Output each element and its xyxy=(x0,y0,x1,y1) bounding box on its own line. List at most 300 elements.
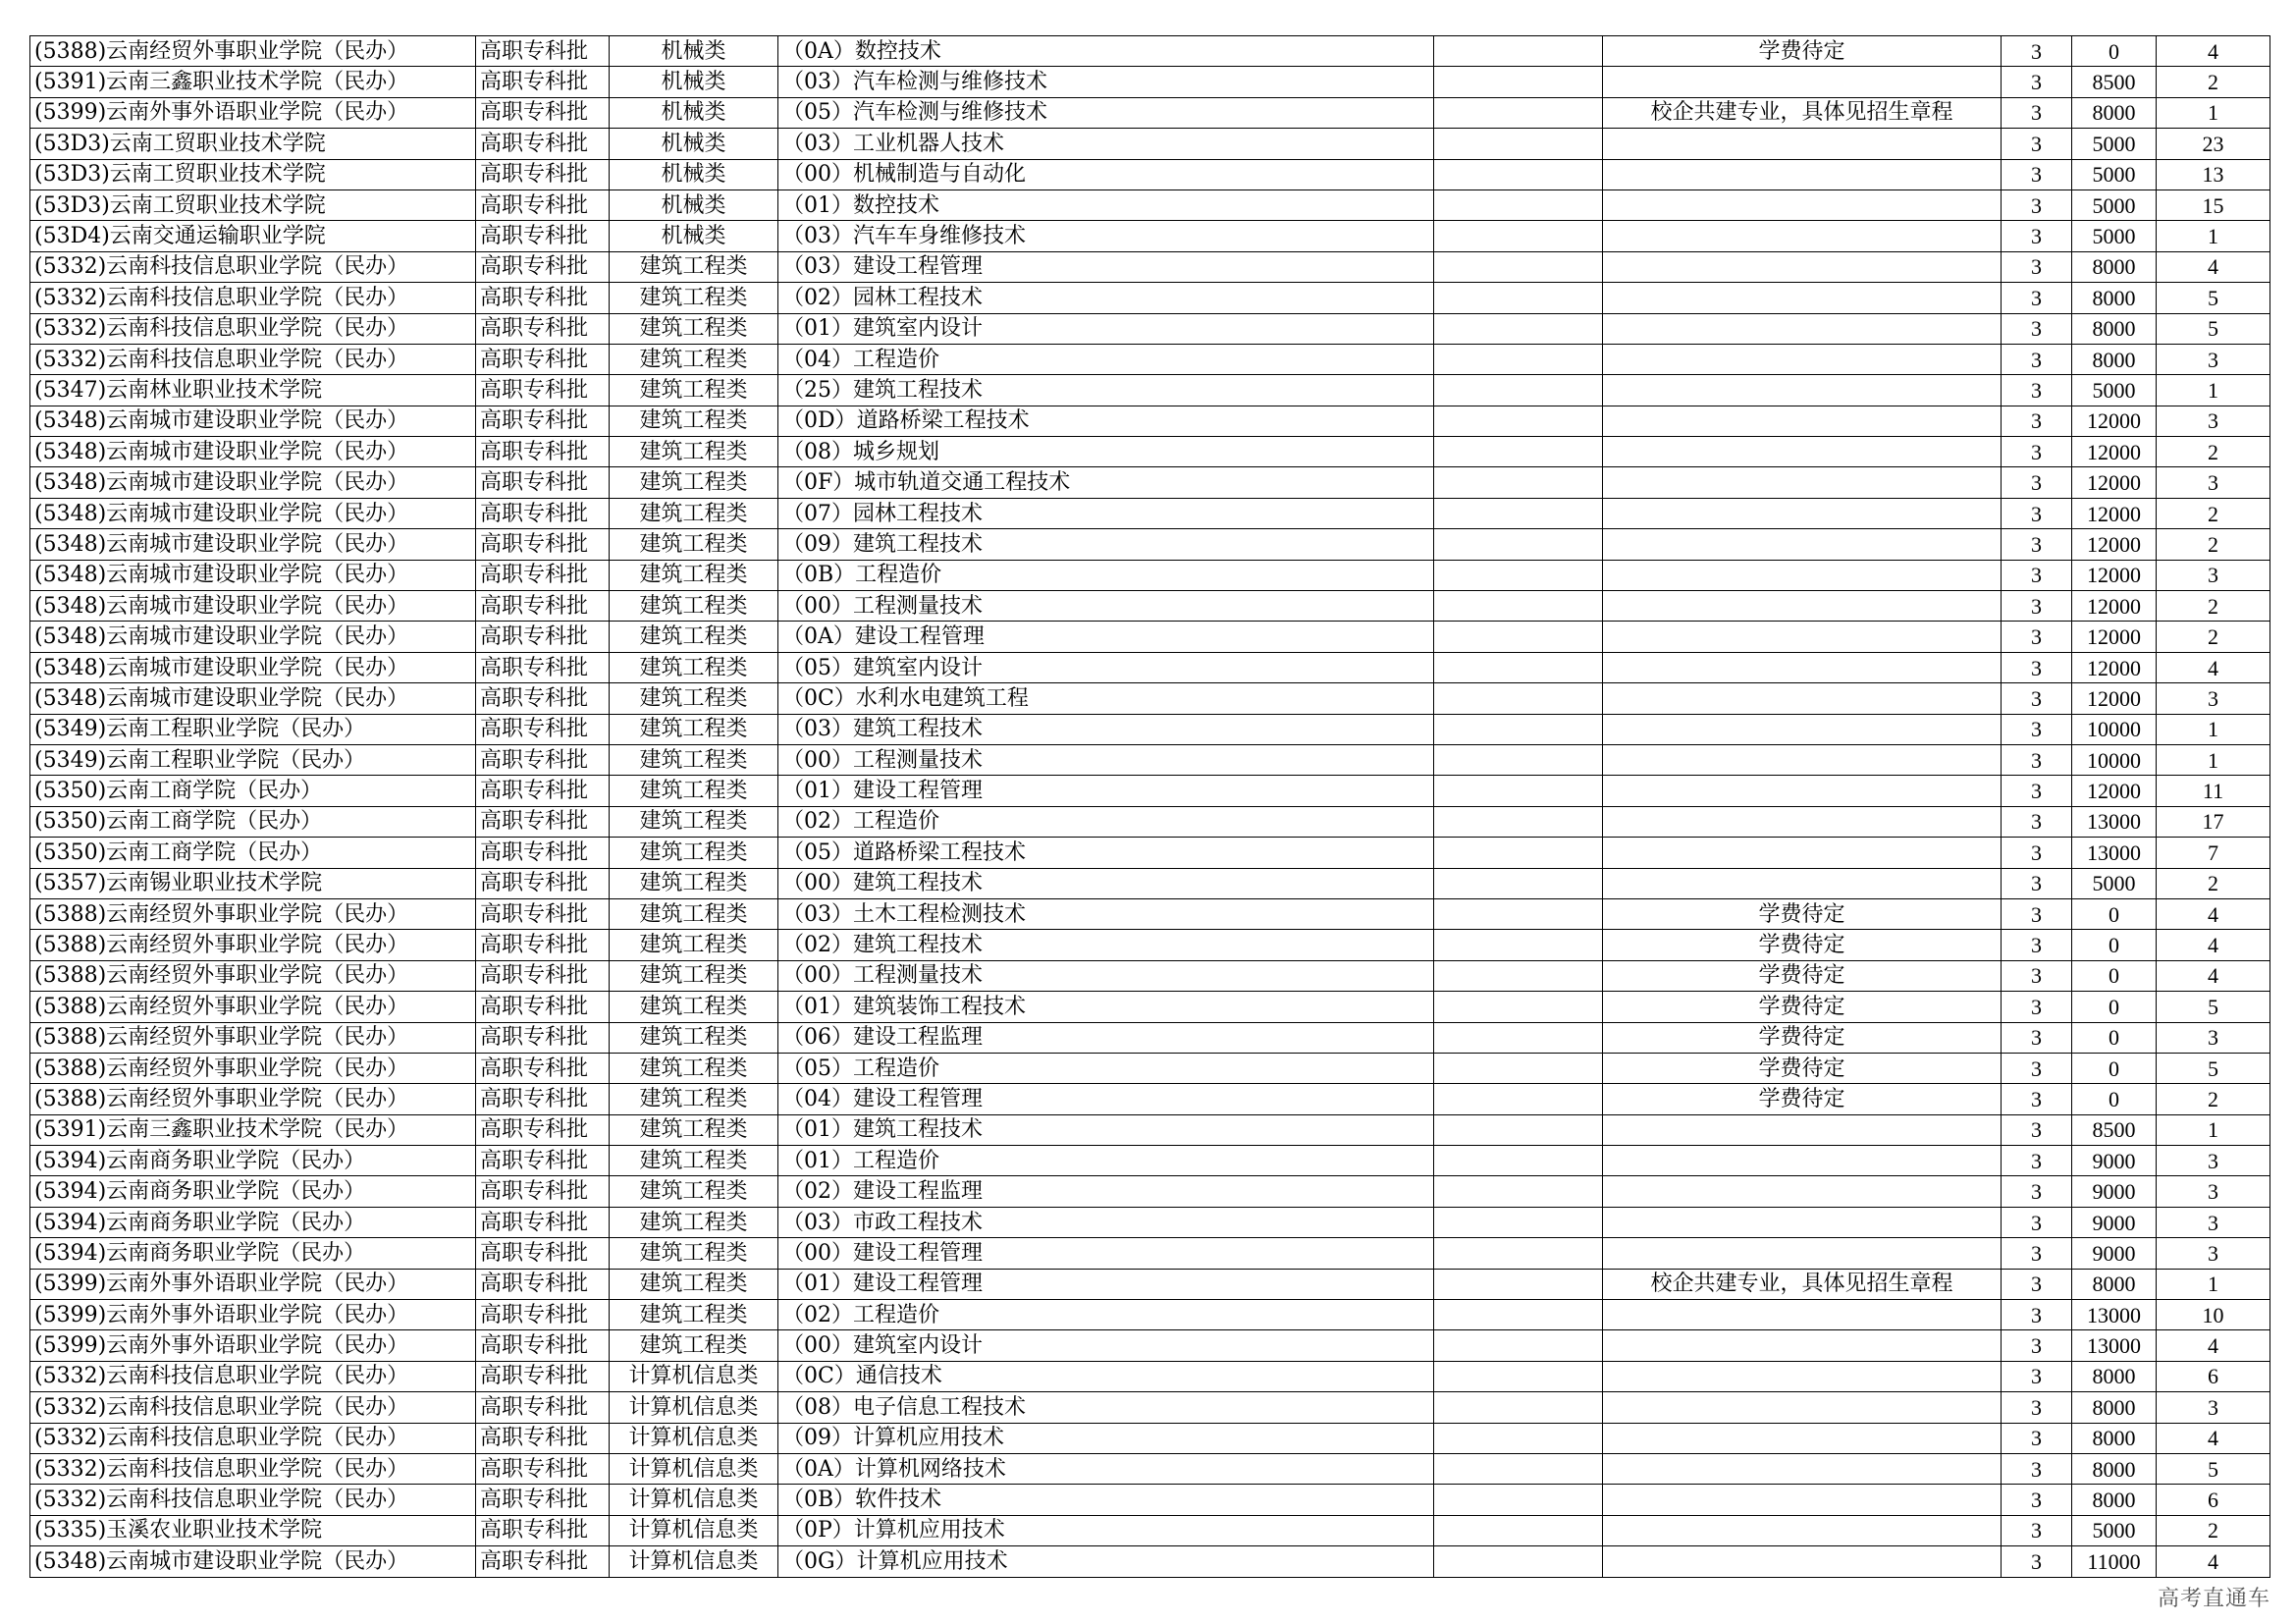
batch-cell: 高职专科批 xyxy=(476,898,610,929)
blank-cell xyxy=(1434,1084,1603,1114)
table-row xyxy=(30,283,2270,313)
batch-cell: 高职专科批 xyxy=(476,529,610,560)
blank-cell xyxy=(1434,930,1603,960)
school-cell: (5348)云南城市建设职业学院（民办） xyxy=(30,1546,476,1577)
years-cell: 3 xyxy=(2002,251,2072,282)
batch-cell: 高职专科批 xyxy=(476,437,610,467)
tuition-cell: 10000 xyxy=(2072,714,2157,744)
tuition-cell: 0 xyxy=(2072,992,2157,1022)
major-cell: （01）建筑室内设计 xyxy=(778,313,1434,344)
note-cell xyxy=(1603,1546,2002,1577)
batch-cell: 高职专科批 xyxy=(476,375,610,406)
tuition-cell: 9000 xyxy=(2072,1207,2157,1237)
plan-count-cell: 4 xyxy=(2157,960,2270,991)
years-cell: 3 xyxy=(2002,868,2072,898)
plan-count-cell: 3 xyxy=(2157,1146,2270,1176)
school-cell: (5332)云南科技信息职业学院（民办） xyxy=(30,1423,476,1453)
major-cell: （0A）计算机网络技术 xyxy=(778,1453,1434,1484)
note-cell xyxy=(1603,283,2002,313)
category-cell: 建筑工程类 xyxy=(610,683,778,714)
batch-cell: 高职专科批 xyxy=(476,1269,610,1299)
table-row xyxy=(30,406,2270,436)
note-cell xyxy=(1603,1515,2002,1545)
blank-cell xyxy=(1434,560,1603,590)
major-cell: （00）工程测量技术 xyxy=(778,591,1434,622)
category-cell: 建筑工程类 xyxy=(610,1300,778,1330)
category-cell: 建筑工程类 xyxy=(610,313,778,344)
blank-cell xyxy=(1434,683,1603,714)
school-cell: (5388)云南经贸外事职业学院（民办） xyxy=(30,898,476,929)
plan-count-cell: 3 xyxy=(2157,344,2270,374)
plan-count-cell: 3 xyxy=(2157,1207,2270,1237)
table-row xyxy=(30,1176,2270,1207)
years-cell: 3 xyxy=(2002,1300,2072,1330)
blank-cell xyxy=(1434,313,1603,344)
school-cell: (5348)云南城市建设职业学院（民办） xyxy=(30,622,476,652)
years-cell: 3 xyxy=(2002,930,2072,960)
note-cell xyxy=(1603,806,2002,837)
years-cell: 3 xyxy=(2002,1053,2072,1083)
school-cell: (53D3)云南工贸职业技术学院 xyxy=(30,159,476,189)
note-cell xyxy=(1603,129,2002,159)
table-row xyxy=(30,159,2270,189)
years-cell: 3 xyxy=(2002,1022,2072,1053)
note-cell xyxy=(1603,1423,2002,1453)
major-cell: （06）建设工程监理 xyxy=(778,1022,1434,1053)
tuition-cell: 12000 xyxy=(2072,683,2157,714)
school-cell: (5332)云南科技信息职业学院（民办） xyxy=(30,1485,476,1515)
table-row xyxy=(30,683,2270,714)
table-row xyxy=(30,36,2270,67)
blank-cell xyxy=(1434,1330,1603,1361)
blank-cell xyxy=(1434,806,1603,837)
category-cell: 计算机信息类 xyxy=(610,1453,778,1484)
major-cell: （00）建筑工程技术 xyxy=(778,868,1434,898)
blank-cell xyxy=(1434,1546,1603,1577)
note-cell xyxy=(1603,1485,2002,1515)
tuition-cell: 12000 xyxy=(2072,437,2157,467)
blank-cell xyxy=(1434,1053,1603,1083)
table-row xyxy=(30,1146,2270,1176)
blank-cell xyxy=(1434,97,1603,128)
plan-count-cell: 23 xyxy=(2157,129,2270,159)
batch-cell: 高职专科批 xyxy=(476,960,610,991)
plan-count-cell: 1 xyxy=(2157,1269,2270,1299)
batch-cell: 高职专科批 xyxy=(476,1146,610,1176)
years-cell: 3 xyxy=(2002,498,2072,528)
tuition-cell: 9000 xyxy=(2072,1238,2157,1269)
batch-cell: 高职专科批 xyxy=(476,1053,610,1083)
note-cell xyxy=(1603,375,2002,406)
school-cell: (5348)云南城市建设职业学院（民办） xyxy=(30,652,476,682)
plan-count-cell: 4 xyxy=(2157,930,2270,960)
school-cell: (53D4)云南交通运输职业学院 xyxy=(30,221,476,251)
table-row xyxy=(30,129,2270,159)
table-row xyxy=(30,591,2270,622)
years-cell: 3 xyxy=(2002,714,2072,744)
blank-cell xyxy=(1434,467,1603,498)
category-cell: 建筑工程类 xyxy=(610,1084,778,1114)
category-cell: 机械类 xyxy=(610,67,778,97)
school-cell: (5332)云南科技信息职业学院（民办） xyxy=(30,313,476,344)
years-cell: 3 xyxy=(2002,1423,2072,1453)
category-cell: 建筑工程类 xyxy=(610,1207,778,1237)
school-cell: (5388)云南经贸外事职业学院（民办） xyxy=(30,960,476,991)
category-cell: 机械类 xyxy=(610,189,778,220)
table-row xyxy=(30,1423,2270,1453)
major-cell: （09）计算机应用技术 xyxy=(778,1423,1434,1453)
major-cell: （03）汽车车身维修技术 xyxy=(778,221,1434,251)
table-row xyxy=(30,1084,2270,1114)
plan-count-cell: 2 xyxy=(2157,591,2270,622)
years-cell: 3 xyxy=(2002,776,2072,806)
category-cell: 建筑工程类 xyxy=(610,406,778,436)
table-row xyxy=(30,960,2270,991)
table-row xyxy=(30,437,2270,467)
batch-cell: 高职专科批 xyxy=(476,406,610,436)
blank-cell xyxy=(1434,406,1603,436)
school-cell: (5388)云南经贸外事职业学院（民办） xyxy=(30,1022,476,1053)
major-cell: （05）工程造价 xyxy=(778,1053,1434,1083)
batch-cell: 高职专科批 xyxy=(476,313,610,344)
plan-count-cell: 1 xyxy=(2157,1114,2270,1145)
batch-cell: 高职专科批 xyxy=(476,36,610,67)
category-cell: 机械类 xyxy=(610,221,778,251)
school-cell: (5350)云南工商学院（民办） xyxy=(30,806,476,837)
note-cell xyxy=(1603,221,2002,251)
category-cell: 建筑工程类 xyxy=(610,806,778,837)
plan-count-cell: 6 xyxy=(2157,1361,2270,1391)
years-cell: 3 xyxy=(2002,992,2072,1022)
blank-cell xyxy=(1434,159,1603,189)
plan-count-cell: 2 xyxy=(2157,1515,2270,1545)
note-cell: 校企共建专业，具体见招生章程 xyxy=(1603,97,2002,128)
major-cell: （0G）计算机应用技术 xyxy=(778,1546,1434,1577)
plan-count-cell: 2 xyxy=(2157,67,2270,97)
table-row xyxy=(30,1238,2270,1269)
note-cell xyxy=(1603,529,2002,560)
plan-count-cell: 2 xyxy=(2157,1084,2270,1114)
school-cell: (5335)玉溪农业职业技术学院 xyxy=(30,1515,476,1545)
school-cell: (5399)云南外事外语职业学院（民办） xyxy=(30,1300,476,1330)
batch-cell: 高职专科批 xyxy=(476,467,610,498)
admission-plan-table xyxy=(29,35,2270,1578)
note-cell xyxy=(1603,406,2002,436)
category-cell: 建筑工程类 xyxy=(610,498,778,528)
category-cell: 建筑工程类 xyxy=(610,992,778,1022)
batch-cell: 高职专科批 xyxy=(476,1114,610,1145)
major-cell: （00）建设工程管理 xyxy=(778,1238,1434,1269)
blank-cell xyxy=(1434,1361,1603,1391)
batch-cell: 高职专科批 xyxy=(476,498,610,528)
table-row xyxy=(30,97,2270,128)
tuition-cell: 10000 xyxy=(2072,744,2157,775)
school-cell: (5348)云南城市建设职业学院（民办） xyxy=(30,560,476,590)
table-row xyxy=(30,1453,2270,1484)
batch-cell: 高职专科批 xyxy=(476,1300,610,1330)
category-cell: 机械类 xyxy=(610,36,778,67)
school-cell: (5332)云南科技信息职业学院（民办） xyxy=(30,1361,476,1391)
tuition-cell: 8000 xyxy=(2072,1269,2157,1299)
years-cell: 3 xyxy=(2002,313,2072,344)
plan-count-cell: 1 xyxy=(2157,221,2270,251)
table-row xyxy=(30,1269,2270,1299)
school-cell: (5391)云南三鑫职业技术学院（民办） xyxy=(30,67,476,97)
major-cell: （25）建筑工程技术 xyxy=(778,375,1434,406)
plan-count-cell: 6 xyxy=(2157,1485,2270,1515)
category-cell: 建筑工程类 xyxy=(610,652,778,682)
tuition-cell: 13000 xyxy=(2072,1300,2157,1330)
batch-cell: 高职专科批 xyxy=(476,838,610,868)
years-cell: 3 xyxy=(2002,1453,2072,1484)
note-cell xyxy=(1603,1176,2002,1207)
batch-cell: 高职专科批 xyxy=(476,67,610,97)
years-cell: 3 xyxy=(2002,1515,2072,1545)
tuition-cell: 8000 xyxy=(2072,97,2157,128)
major-cell: （03）工业机器人技术 xyxy=(778,129,1434,159)
table-row xyxy=(30,344,2270,374)
years-cell: 3 xyxy=(2002,189,2072,220)
note-cell: 学费待定 xyxy=(1603,960,2002,991)
batch-cell: 高职专科批 xyxy=(476,129,610,159)
tuition-cell: 0 xyxy=(2072,898,2157,929)
blank-cell xyxy=(1434,776,1603,806)
tuition-cell: 9000 xyxy=(2072,1176,2157,1207)
plan-count-cell: 17 xyxy=(2157,806,2270,837)
category-cell: 建筑工程类 xyxy=(610,437,778,467)
major-cell: （07）园林工程技术 xyxy=(778,498,1434,528)
years-cell: 3 xyxy=(2002,591,2072,622)
blank-cell xyxy=(1434,67,1603,97)
tuition-cell: 11000 xyxy=(2072,1546,2157,1577)
note-cell xyxy=(1603,1114,2002,1145)
category-cell: 建筑工程类 xyxy=(610,744,778,775)
years-cell: 3 xyxy=(2002,406,2072,436)
plan-count-cell: 13 xyxy=(2157,159,2270,189)
years-cell: 3 xyxy=(2002,806,2072,837)
batch-cell: 高职专科批 xyxy=(476,1022,610,1053)
blank-cell xyxy=(1434,591,1603,622)
table-row xyxy=(30,744,2270,775)
batch-cell: 高职专科批 xyxy=(476,1515,610,1545)
batch-cell: 高职专科批 xyxy=(476,560,610,590)
plan-count-cell: 1 xyxy=(2157,97,2270,128)
years-cell: 3 xyxy=(2002,652,2072,682)
category-cell: 建筑工程类 xyxy=(610,1053,778,1083)
school-cell: (5394)云南商务职业学院（民办） xyxy=(30,1238,476,1269)
tuition-cell: 8000 xyxy=(2072,313,2157,344)
school-cell: (5388)云南经贸外事职业学院（民办） xyxy=(30,36,476,67)
note-cell xyxy=(1603,560,2002,590)
tuition-cell: 8000 xyxy=(2072,1485,2157,1515)
note-cell xyxy=(1603,1300,2002,1330)
plan-count-cell: 3 xyxy=(2157,1176,2270,1207)
table-row xyxy=(30,1546,2270,1577)
table-row xyxy=(30,1392,2270,1423)
note-cell xyxy=(1603,1238,2002,1269)
plan-count-cell: 5 xyxy=(2157,313,2270,344)
years-cell: 3 xyxy=(2002,898,2072,929)
blank-cell xyxy=(1434,1114,1603,1145)
batch-cell: 高职专科批 xyxy=(476,776,610,806)
school-cell: (5350)云南工商学院（民办） xyxy=(30,838,476,868)
category-cell: 建筑工程类 xyxy=(610,960,778,991)
blank-cell xyxy=(1434,714,1603,744)
table-row xyxy=(30,1022,2270,1053)
tuition-cell: 5000 xyxy=(2072,868,2157,898)
batch-cell: 高职专科批 xyxy=(476,344,610,374)
table-row xyxy=(30,930,2270,960)
note-cell: 校企共建专业，具体见招生章程 xyxy=(1603,1269,2002,1299)
table-row xyxy=(30,714,2270,744)
tuition-cell: 5000 xyxy=(2072,1515,2157,1545)
batch-cell: 高职专科批 xyxy=(476,806,610,837)
note-cell: 学费待定 xyxy=(1603,992,2002,1022)
watermark-text: 高考直通车 xyxy=(2157,1587,2270,1611)
blank-cell xyxy=(1434,992,1603,1022)
note-cell xyxy=(1603,1453,2002,1484)
major-cell: （01）建设工程管理 xyxy=(778,776,1434,806)
plan-count-cell: 3 xyxy=(2157,1392,2270,1423)
years-cell: 3 xyxy=(2002,1269,2072,1299)
school-cell: (5347)云南林业职业技术学院 xyxy=(30,375,476,406)
tuition-cell: 13000 xyxy=(2072,806,2157,837)
school-cell: (5399)云南外事外语职业学院（民办） xyxy=(30,1269,476,1299)
table-row xyxy=(30,498,2270,528)
batch-cell: 高职专科批 xyxy=(476,1330,610,1361)
plan-count-cell: 4 xyxy=(2157,1423,2270,1453)
blank-cell xyxy=(1434,1423,1603,1453)
tuition-cell: 12000 xyxy=(2072,529,2157,560)
major-cell: （00）工程测量技术 xyxy=(778,744,1434,775)
batch-cell: 高职专科批 xyxy=(476,1453,610,1484)
major-cell: （05）道路桥梁工程技术 xyxy=(778,838,1434,868)
category-cell: 建筑工程类 xyxy=(610,529,778,560)
major-cell: （0A）建设工程管理 xyxy=(778,622,1434,652)
table-row xyxy=(30,560,2270,590)
plan-count-cell: 2 xyxy=(2157,868,2270,898)
plan-count-cell: 3 xyxy=(2157,1022,2270,1053)
major-cell: （08）城乡规划 xyxy=(778,437,1434,467)
school-cell: (5388)云南经贸外事职业学院（民办） xyxy=(30,1084,476,1114)
category-cell: 建筑工程类 xyxy=(610,467,778,498)
school-cell: (5391)云南三鑫职业技术学院（民办） xyxy=(30,1114,476,1145)
table-row xyxy=(30,221,2270,251)
tuition-cell: 12000 xyxy=(2072,498,2157,528)
note-cell xyxy=(1603,251,2002,282)
note-cell xyxy=(1603,159,2002,189)
batch-cell: 高职专科批 xyxy=(476,930,610,960)
plan-count-cell: 4 xyxy=(2157,36,2270,67)
tuition-cell: 0 xyxy=(2072,1053,2157,1083)
plan-count-cell: 15 xyxy=(2157,189,2270,220)
school-cell: (5394)云南商务职业学院（民办） xyxy=(30,1207,476,1237)
batch-cell: 高职专科批 xyxy=(476,159,610,189)
batch-cell: 高职专科批 xyxy=(476,652,610,682)
table-row xyxy=(30,1053,2270,1083)
school-cell: (5388)云南经贸外事职业学院（民办） xyxy=(30,930,476,960)
blank-cell xyxy=(1434,36,1603,67)
note-cell xyxy=(1603,622,2002,652)
plan-count-cell: 2 xyxy=(2157,622,2270,652)
years-cell: 3 xyxy=(2002,375,2072,406)
major-cell: （01）建设工程管理 xyxy=(778,1269,1434,1299)
table-row xyxy=(30,1515,2270,1545)
years-cell: 3 xyxy=(2002,1330,2072,1361)
plan-count-cell: 1 xyxy=(2157,714,2270,744)
batch-cell: 高职专科批 xyxy=(476,1084,610,1114)
years-cell: 3 xyxy=(2002,744,2072,775)
school-cell: (5388)云南经贸外事职业学院（民办） xyxy=(30,1053,476,1083)
batch-cell: 高职专科批 xyxy=(476,189,610,220)
school-cell: (5349)云南工程职业学院（民办） xyxy=(30,714,476,744)
category-cell: 建筑工程类 xyxy=(610,375,778,406)
years-cell: 3 xyxy=(2002,622,2072,652)
plan-count-cell: 4 xyxy=(2157,1330,2270,1361)
batch-cell: 高职专科批 xyxy=(476,744,610,775)
major-cell: （0C）水利水电建筑工程 xyxy=(778,683,1434,714)
batch-cell: 高职专科批 xyxy=(476,1546,610,1577)
major-cell: （02）园林工程技术 xyxy=(778,283,1434,313)
school-cell: (5332)云南科技信息职业学院（民办） xyxy=(30,1392,476,1423)
plan-count-cell: 2 xyxy=(2157,529,2270,560)
note-cell xyxy=(1603,591,2002,622)
school-cell: (5350)云南工商学院（民办） xyxy=(30,776,476,806)
note-cell xyxy=(1603,1361,2002,1391)
plan-count-cell: 2 xyxy=(2157,498,2270,528)
category-cell: 建筑工程类 xyxy=(610,560,778,590)
category-cell: 建筑工程类 xyxy=(610,838,778,868)
category-cell: 建筑工程类 xyxy=(610,714,778,744)
plan-count-cell: 3 xyxy=(2157,467,2270,498)
school-cell: (5394)云南商务职业学院（民办） xyxy=(30,1176,476,1207)
school-cell: (5349)云南工程职业学院（民办） xyxy=(30,744,476,775)
years-cell: 3 xyxy=(2002,437,2072,467)
note-cell: 学费待定 xyxy=(1603,1022,2002,1053)
category-cell: 建筑工程类 xyxy=(610,930,778,960)
years-cell: 3 xyxy=(2002,67,2072,97)
blank-cell xyxy=(1434,283,1603,313)
category-cell: 机械类 xyxy=(610,129,778,159)
batch-cell: 高职专科批 xyxy=(476,1485,610,1515)
blank-cell xyxy=(1434,189,1603,220)
tuition-cell: 12000 xyxy=(2072,591,2157,622)
category-cell: 建筑工程类 xyxy=(610,251,778,282)
years-cell: 3 xyxy=(2002,1084,2072,1114)
plan-count-cell: 5 xyxy=(2157,1453,2270,1484)
years-cell: 3 xyxy=(2002,529,2072,560)
major-cell: （0C）通信技术 xyxy=(778,1361,1434,1391)
plan-count-cell: 2 xyxy=(2157,437,2270,467)
tuition-cell: 0 xyxy=(2072,1084,2157,1114)
blank-cell xyxy=(1434,744,1603,775)
blank-cell xyxy=(1434,838,1603,868)
tuition-cell: 8000 xyxy=(2072,1423,2157,1453)
table-row xyxy=(30,67,2270,97)
note-cell xyxy=(1603,1207,2002,1237)
category-cell: 计算机信息类 xyxy=(610,1515,778,1545)
table-body xyxy=(30,36,2270,1578)
category-cell: 机械类 xyxy=(610,97,778,128)
plan-count-cell: 4 xyxy=(2157,898,2270,929)
plan-count-cell: 5 xyxy=(2157,992,2270,1022)
years-cell: 3 xyxy=(2002,97,2072,128)
category-cell: 计算机信息类 xyxy=(610,1485,778,1515)
blank-cell xyxy=(1434,1146,1603,1176)
batch-cell: 高职专科批 xyxy=(476,714,610,744)
school-cell: (53D3)云南工贸职业技术学院 xyxy=(30,189,476,220)
tuition-cell: 9000 xyxy=(2072,1146,2157,1176)
